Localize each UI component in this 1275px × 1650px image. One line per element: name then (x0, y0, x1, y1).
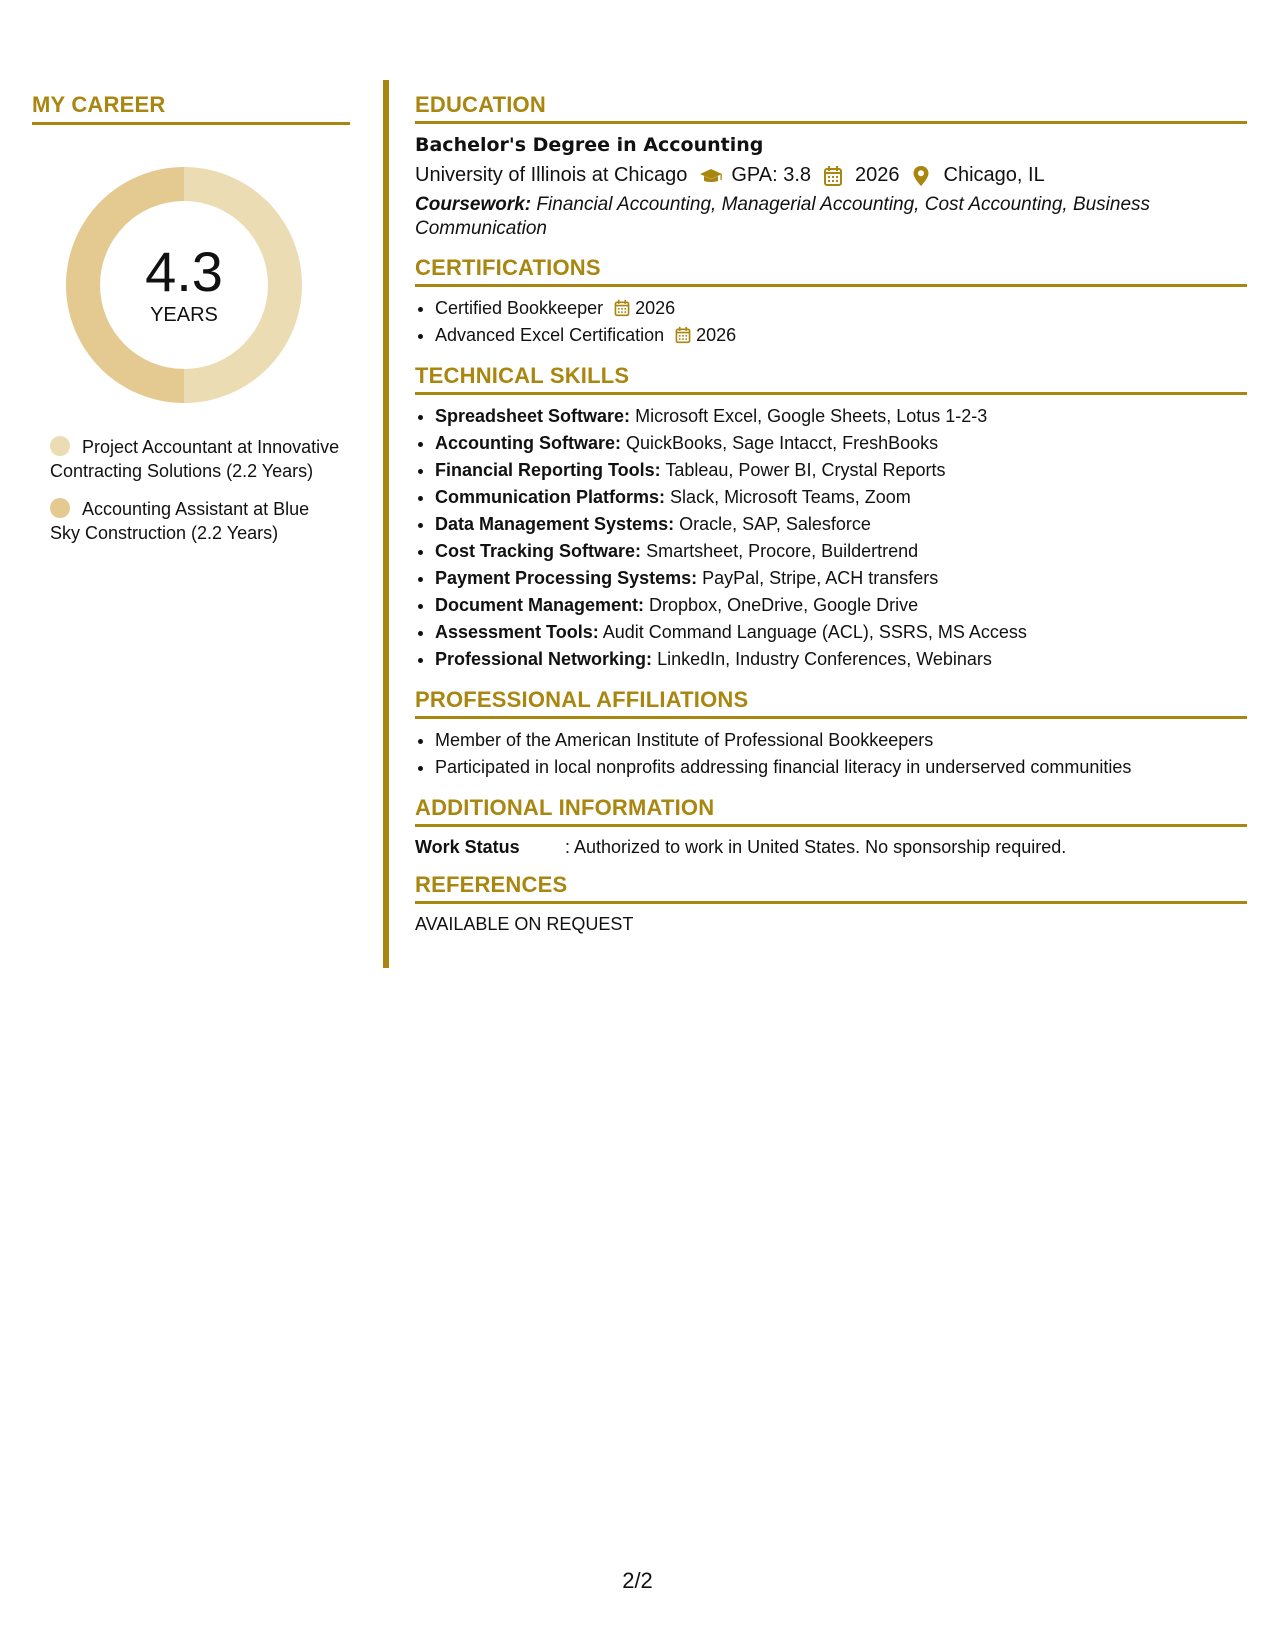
coursework-list: Financial Accounting, Managerial Accounting, Cost Accounting, Business Communication (415, 194, 1151, 239)
skill-label: Communication Platforms: (435, 487, 666, 507)
legend-item (50, 497, 340, 545)
list-item: • Member of the American Institute of Professional Bookkeepers (435, 727, 1247, 754)
skill-label: Cost Tracking Software: (435, 541, 642, 561)
skill-value: Smartsheet, Procore, Buildertrend (646, 541, 919, 561)
education-heading: EDUCATION (415, 92, 1247, 124)
skill-label: Assessment Tools: (435, 622, 599, 642)
work-status-value: : Authorized to work in United States. No sponsorship required. (565, 837, 1067, 857)
skill-value: Tableau, Power BI, Crystal Reports (665, 460, 946, 480)
work-status-row (415, 837, 1247, 858)
skill-value: QuickBooks, Sage Intacct, FreshBooks (626, 433, 939, 453)
list-item: • Participated in local nonprofits addressing financial literacy in underserved communities (435, 754, 1247, 781)
donut-unit: YEARS (150, 303, 218, 326)
career-heading: MY CAREER (32, 92, 350, 125)
skill-label: Accounting Software: (435, 433, 622, 453)
skill-value: Microsoft Excel, Google Sheets, Lotus 1-2-3 (635, 406, 988, 426)
calendar-icon (674, 326, 692, 344)
career-column (32, 92, 350, 559)
list-item (435, 565, 1247, 592)
list-item (435, 403, 1247, 430)
graduation-cap-icon (699, 165, 721, 187)
main-column (415, 92, 1247, 949)
skill-value: LinkedIn, Industry Conferences, Webinars (657, 649, 992, 669)
references-section (415, 872, 1247, 935)
list-item (435, 511, 1247, 538)
list-item (435, 322, 1247, 349)
education-section (415, 92, 1247, 241)
school-location: Chicago, IL (943, 164, 1045, 186)
career-donut-chart (66, 167, 302, 403)
education-details (415, 164, 1247, 187)
calendar-icon (613, 299, 631, 317)
affiliations-heading: PROFESSIONAL AFFILIATIONS (415, 687, 1247, 719)
list-item (435, 295, 1247, 322)
references-heading: REFERENCES (415, 872, 1247, 904)
skill-value: Audit Command Language (ACL), SSRS, MS Access (602, 622, 1027, 642)
skill-value: PayPal, Stripe, ACH transfers (702, 568, 939, 588)
donut-value: 4.3 (145, 239, 223, 303)
list-item (435, 619, 1247, 646)
references-text: AVAILABLE ON REQUEST (415, 914, 634, 934)
legend-label: Project Accountant at Innovative Contracting Solutions (2.2 Years) (50, 437, 340, 481)
school-name: University of Illinois at Chicago (415, 164, 688, 186)
legend-dot (50, 498, 70, 518)
skill-label: Professional Networking: (435, 649, 653, 669)
skills-heading: TECHNICAL SKILLS (415, 363, 1247, 395)
calendar-icon (823, 165, 845, 187)
certification-year: 2026 (635, 298, 676, 318)
certification-name: Advanced Excel Certification (435, 325, 665, 345)
certifications-heading: CERTIFICATIONS (415, 255, 1247, 287)
legend-item (50, 435, 340, 483)
certification-year: 2026 (696, 325, 737, 345)
column-divider (383, 80, 389, 968)
skill-value: Oracle, SAP, Salesforce (679, 514, 871, 534)
skill-label: Data Management Systems: (435, 514, 675, 534)
skill-label: Financial Reporting Tools: (435, 460, 661, 480)
skill-value: Dropbox, OneDrive, Google Drive (649, 595, 919, 615)
list-item (435, 484, 1247, 511)
legend-dot (50, 436, 70, 456)
list-item (435, 430, 1247, 457)
map-pin-icon (912, 165, 934, 187)
legend-label: Accounting Assistant at Blue Sky Construction (2.2 Years) (50, 499, 310, 543)
degree-title: Bachelor's Degree in Accounting (415, 134, 764, 156)
career-legend (50, 435, 340, 545)
graduation-year: 2026 (855, 164, 900, 186)
coursework-label: Coursework: (415, 194, 532, 215)
skill-label: Spreadsheet Software: (435, 406, 631, 426)
list-item (435, 457, 1247, 484)
gpa: GPA: 3.8 (731, 164, 812, 186)
skill-label: Document Management: (435, 595, 645, 615)
skill-label: Payment Processing Systems: (435, 568, 698, 588)
skill-value: Slack, Microsoft Teams, Zoom (670, 487, 911, 507)
skills-section (415, 363, 1247, 673)
certification-name: Certified Bookkeeper (435, 298, 604, 318)
skills-list (415, 403, 1247, 673)
list-item (435, 538, 1247, 565)
additional-info-section (415, 795, 1247, 858)
list-item (435, 646, 1247, 673)
additional-info-heading: ADDITIONAL INFORMATION (415, 795, 1247, 827)
affiliations-list (415, 727, 1247, 781)
work-status-label: Work Status (415, 837, 520, 857)
certifications-list (415, 295, 1247, 349)
affiliations-section (415, 687, 1247, 781)
certifications-section (415, 255, 1247, 349)
coursework (415, 193, 1247, 241)
donut-center (66, 167, 302, 403)
page-number: 2/2 (622, 1568, 653, 1593)
list-item (435, 592, 1247, 619)
